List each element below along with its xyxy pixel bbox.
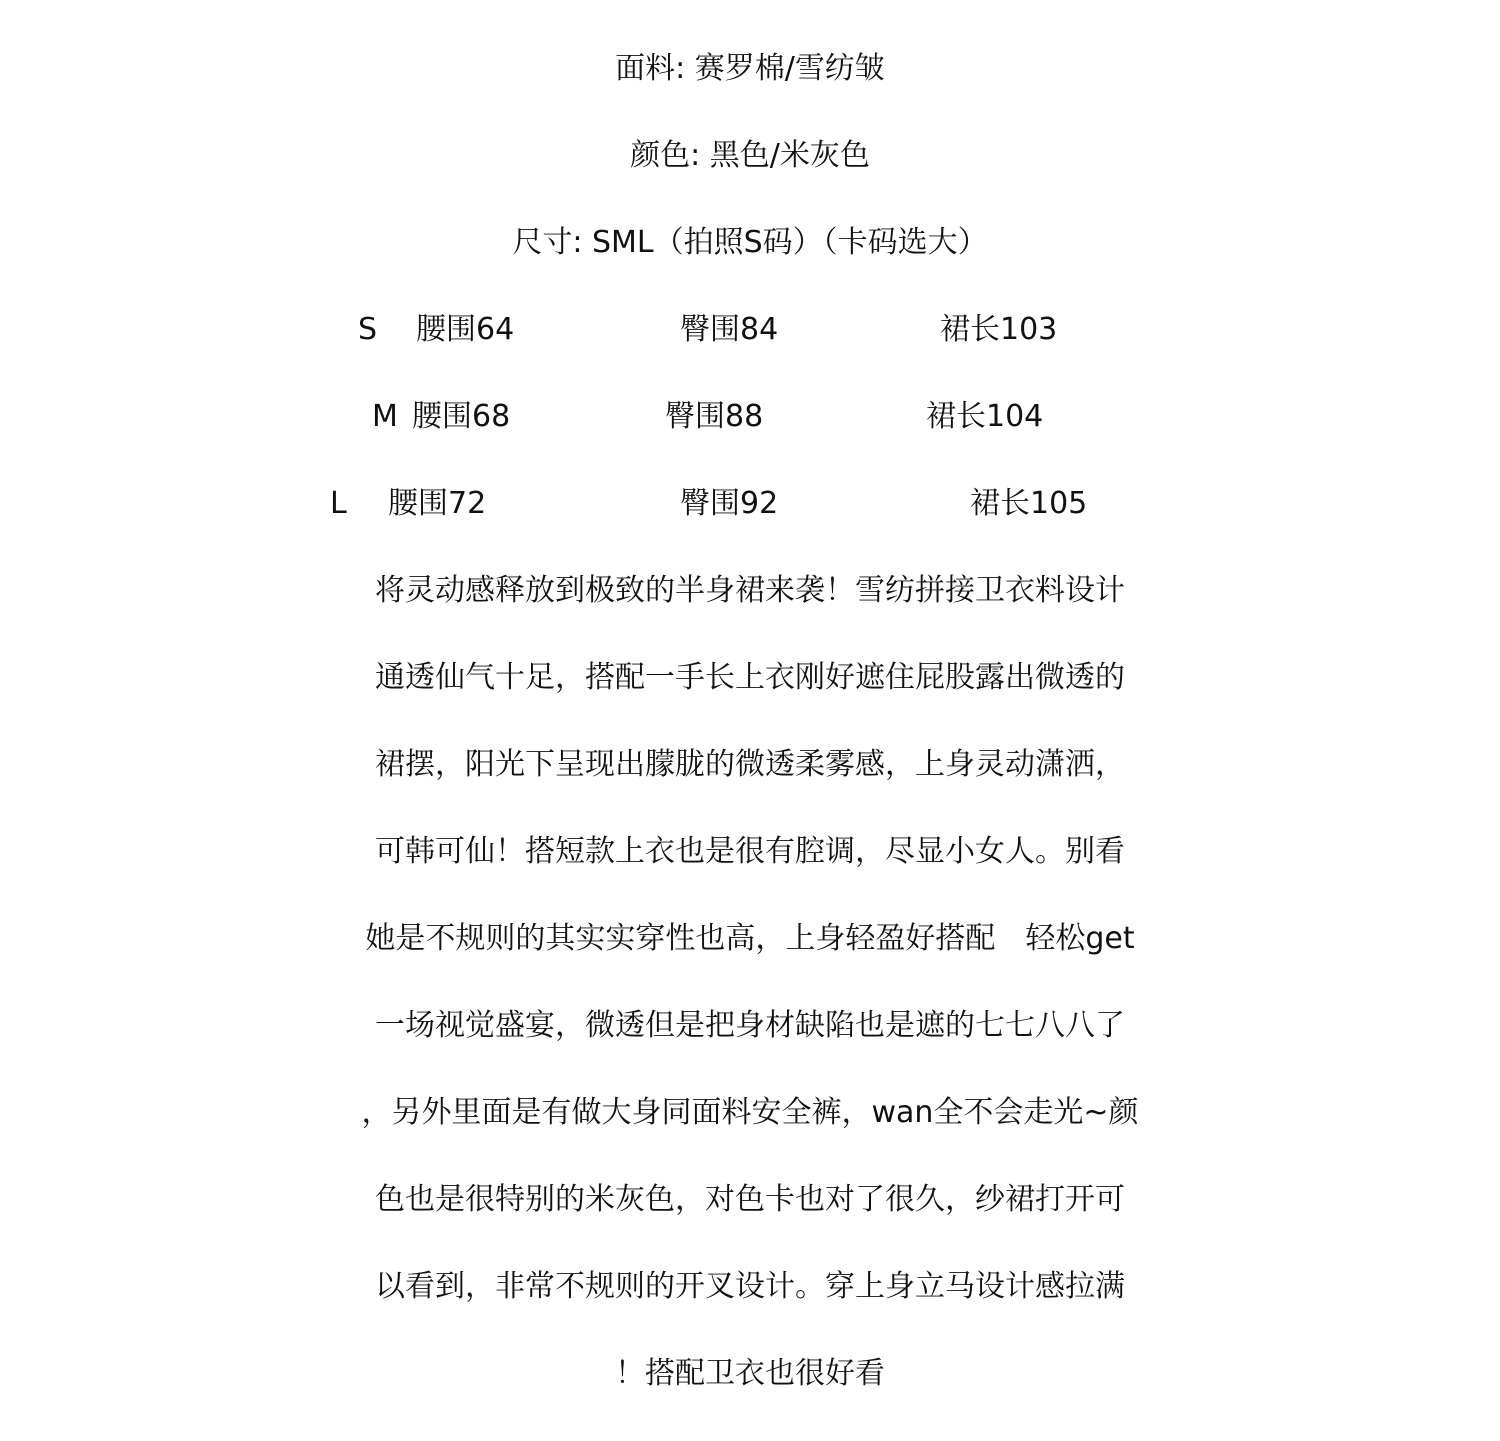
size-label: L [330,486,347,521]
size-row-m [0,374,1500,460]
hip-value: 臀围84 [680,312,779,347]
size-label: M [372,399,398,434]
fabric-line: 面料: 赛罗棉/雪纺皱 [615,51,885,86]
color-line: 颜色: 黑色/米灰色 [630,138,870,173]
description-line-5: 她是不规则的其实实穿性也高，上身轻盈好搭配 轻松get [365,921,1135,956]
waist-value: 腰围64 [416,312,515,347]
waist-value: 腰围72 [388,486,487,521]
waist-value: 腰围68 [412,399,511,434]
description-line-2: 通透仙气十足，搭配一手长上衣刚好遮住屁股露出微透的 [375,660,1125,695]
description-line-8: 色也是很特别的米灰色，对色卡也对了很久，纱裙打开可 [375,1182,1125,1217]
description-line-4: 可韩可仙！搭短款上衣也是很有腔调，尽显小女人。别看 [375,834,1125,869]
description-line-1: 将灵动感释放到极致的半身裙来袭！雪纺拼接卫衣料设计 [375,573,1125,608]
description-line-7: ，另外里面是有做大身同面料安全裤，wan全不会走光~颜 [361,1095,1139,1130]
description-line-9: 以看到，非常不规则的开叉设计。穿上身立马设计感拉满 [375,1269,1125,1304]
description-line-10: ！搭配卫衣也很好看 [615,1356,885,1391]
description-line-6: 一场视觉盛宴，微透但是把身材缺陷也是遮的七七八八了 [375,1008,1125,1043]
size-row-s [0,287,1500,373]
length-value: 裙长105 [970,486,1088,521]
size-row-l [0,461,1500,547]
size-line: 尺寸: SML（拍照S码）（卡码选大） [512,225,988,260]
hip-value: 臀围88 [665,399,764,434]
length-value: 裙长104 [926,399,1044,434]
hip-value: 臀围92 [680,486,779,521]
length-value: 裙长103 [940,312,1058,347]
description-line-3: 裙摆，阳光下呈现出朦胧的微透柔雾感，上身灵动潇洒， [375,747,1125,782]
size-label: S [358,312,378,347]
